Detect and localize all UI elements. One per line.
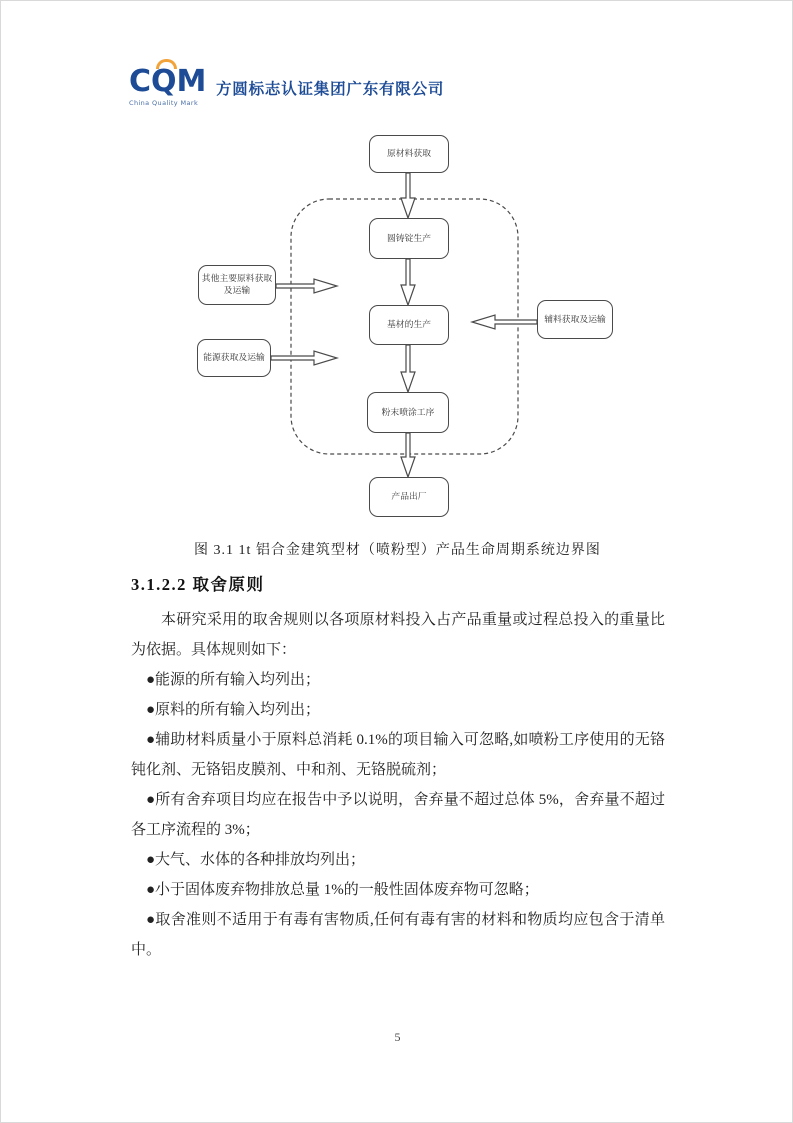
intro-paragraph: 本研究采用的取舍规则以各项原材料投入占产品重量或过程总投入的重量比为依据。具体规则如下： (131, 612, 665, 658)
bullet-item-3: ●辅助材料质量小于原料总消耗 0.1%的项目输入可忽略,如喷粉工序使用的无铬钝化剂、无铬铝皮膜剂、中和剂、无铬脱硫剂； (131, 732, 665, 778)
bullet-item-4: ●所有舍弃项目均应在报告中予以说明，舍弃量不超过总体 5%，舍弃量不超过各工序流程的 3%； (131, 792, 665, 838)
section-heading: 3.1.2.2 取舍原则 (131, 575, 265, 594)
arrow-down-icon-4 (401, 433, 415, 477)
arrow-down-icon-1 (401, 173, 415, 218)
bullet-item-1: ●能源的所有输入均列出； (146, 672, 321, 688)
arrow-down-icon-2 (401, 259, 415, 305)
flow-node-ingot-production: 圆铸锭生产 (369, 218, 449, 259)
bullet-item-6: ●小于固体废弃物排放总量 1%的一般性固体废弃物可忽略； (146, 882, 539, 898)
bullet-item-5: ●大气、水体的各种排放均列出； (146, 852, 366, 868)
flow-node-auxiliary: 辅料获取及运输 (537, 300, 613, 339)
arrow-right-icon-energy (271, 351, 337, 365)
page-number: 5 (394, 1030, 401, 1044)
company-name: 方圆标志认证集团广东有限公司 (216, 80, 445, 98)
arrow-right-icon-other-materials (276, 279, 337, 293)
arrow-down-icon-3 (401, 345, 415, 392)
flow-node-product-out: 产品出厂 (369, 477, 449, 517)
bullet-item-7: ●取舍准则不适用于有毒有害物质,任何有毒有害的材料和物质均应包含于清单中。 (131, 912, 665, 958)
figure-caption: 图 3.1 1t 铝合金建筑型材（喷粉型）产品生命周期系统边界图 (194, 543, 601, 558)
flow-node-powder-coating: 粉末喷涂工序 (367, 392, 449, 433)
logo-text: CQM (129, 64, 207, 99)
flow-node-energy: 能源获取及运输 (197, 339, 271, 377)
arrow-left-icon-auxiliary (472, 315, 537, 329)
flow-node-base-material-production: 基材的生产 (369, 305, 449, 345)
logo-subtext: China Quality Mark (129, 99, 199, 107)
bullet-item-2: ●原料的所有输入均列出； (146, 702, 321, 718)
body-text (131, 605, 665, 965)
flow-node-other-materials: 其他主要原料获取及运输 (198, 265, 276, 305)
flow-node-raw-material: 原材料获取 (369, 135, 449, 173)
